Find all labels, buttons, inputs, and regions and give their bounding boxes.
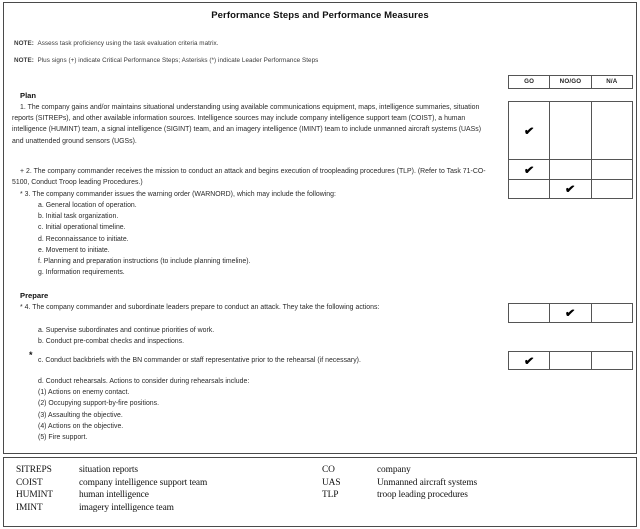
list-item: d. Conduct rehearsals. Actions to consider during rehearsals include: (38, 378, 250, 385)
plan-step-3-nogo-cell[interactable] (550, 180, 591, 198)
legend-abbreviation: HUMINT (16, 490, 53, 501)
checkmark-icon: ✔ (564, 305, 577, 321)
section-heading-plan: Plan (20, 91, 37, 100)
legend-row (16, 464, 207, 477)
plan-step-1-go-cell[interactable] (509, 102, 550, 159)
prepare-step-4-rating-grid (508, 303, 633, 323)
plan-step-2-nogo-cell[interactable] (550, 160, 591, 179)
list-item: (4) Actions on the objective. (38, 422, 124, 430)
checkmark-icon: ✔ (523, 353, 535, 368)
prepare-sub-c-nogo-cell[interactable] (550, 352, 591, 369)
checkmark-icon: ✔ (564, 181, 577, 197)
list-item: c. Initial operational timeline. (38, 224, 126, 232)
list-item: (1) Actions on enemy contact. (38, 389, 130, 397)
prepare-step-4-sub-d (12, 376, 492, 443)
plan-step-2-go-cell[interactable] (509, 160, 550, 179)
legend-row (322, 464, 477, 477)
plan-step-3-na-cell[interactable] (592, 180, 632, 198)
plan-step-2: + 2. The company commander receives the mission to conduct an attack and begins execution of troopleading procedures (TLP). (Refer to Task 71-CO-5100, Conduct Troop leading Procedures.) (12, 168, 486, 187)
performance-steps-panel (3, 2, 637, 454)
page-title: Performance Steps and Performance Measures (211, 10, 429, 21)
legend-definition: imagery intelligence team (79, 502, 174, 513)
legend-abbreviation: SITREPS (16, 465, 52, 475)
legend-column-left (16, 464, 207, 514)
note-text-1: Assess task proficiency using the task evaluation criteria matrix. (37, 40, 219, 47)
legend-row (322, 489, 477, 502)
plan-step-3-go-cell[interactable] (509, 180, 550, 198)
legend-abbreviation: COIST (16, 477, 43, 488)
legend-abbreviation: CO (322, 465, 335, 475)
prepare-step-4-go-cell[interactable] (509, 304, 550, 322)
plan-step-2-na-cell[interactable] (592, 160, 632, 179)
table-row (509, 102, 632, 160)
plan-step-1: 1. The company gains and/or maintains situational understanding using available communications equipment, maps, intelligence summaries, situation reports (SITREPs), and other available information sources. Intelligence sources may include company intelligence support team (COIST), a human intelligence (HUMINT) team, a signal intelligence (SIGINT) team, and an imagery intelligence (IMINT) team to include unmanned aircraft systems (UASs) and unattended ground sensors (UGSs). (12, 104, 482, 145)
plan-rating-grid (508, 101, 633, 199)
legend-definition: company (377, 465, 411, 475)
rating-header-go: GO (509, 76, 550, 88)
list-item: (3) Assaulting the objective. (38, 411, 123, 419)
note-label-2: NOTE: (14, 57, 34, 64)
plan-step-3: * 3. The company commander issues the warning order (WARNORD), which may include the following: (20, 191, 336, 198)
legend-abbreviation: TLP (322, 490, 339, 501)
leader-step-asterisk-marker: * (29, 350, 33, 360)
rating-header-na: N/A (606, 78, 618, 85)
legend-definition: situation reports (79, 465, 138, 475)
list-item: f. Planning and preparation instructions (to include planning timeline). (38, 258, 251, 266)
note-label-1: NOTE: (14, 40, 34, 47)
abbreviations-legend-panel (3, 457, 637, 527)
prepare-step-4-sub-c: c. Conduct backbriefs with the BN commander or staff representative prior to the rehearsal (if necessary). (38, 357, 361, 364)
prepare-sub-c-na-cell[interactable] (592, 352, 632, 369)
prepare-sub-c-rating-grid (508, 351, 633, 370)
rating-header-grid (508, 75, 633, 89)
plan-step-1-na-cell[interactable] (592, 102, 632, 159)
legend-definition: company intelligence support team (79, 477, 208, 488)
legend-row (322, 477, 477, 490)
legend-definition: Unmanned aircraft systems (377, 477, 478, 488)
legend-row (16, 502, 207, 515)
section-heading-prepare: Prepare (20, 291, 49, 300)
plan-step-1-nogo-cell[interactable] (550, 102, 591, 159)
table-row (509, 160, 632, 180)
table-row (509, 180, 632, 198)
legend-row (16, 477, 207, 490)
prepare-step-4-nogo-cell[interactable] (550, 304, 591, 322)
prepare-step-4-na-cell[interactable] (592, 304, 632, 322)
prepare-sub-c-go-cell[interactable] (509, 352, 550, 369)
list-item: (5) Fire support. (38, 434, 88, 442)
list-item: a. General location of operation. (38, 202, 137, 209)
list-item: g. Information requirements. (38, 269, 125, 277)
legend-abbreviation: UAS (322, 477, 341, 488)
note-text-2: Plus signs (+) indicate Critical Performance Steps; Asterisks (*) indicate Leader Performance Steps (37, 57, 319, 64)
legend-definition: human intelligence (79, 490, 149, 501)
plan-step-3-sublist (12, 200, 492, 278)
note-line-2 (14, 57, 636, 64)
prepare-step-4: * 4. The company commander and subordinate leaders prepare to conduct an attack. They take the following actions: (20, 304, 380, 311)
list-item: b. Conduct pre-combat checks and inspections. (38, 338, 185, 346)
list-item: (2) Occupying support-by-fire positions. (38, 400, 160, 408)
list-item: a. Supervise subordinates and continue priorities of work. (38, 327, 215, 334)
legend-row (16, 489, 207, 502)
legend-abbreviation: IMINT (16, 502, 43, 513)
legend-definition: troop leading procedures (377, 490, 468, 501)
legend-column-right (322, 464, 477, 502)
prepare-step-4-sublist-top (12, 325, 492, 347)
note-line-1 (14, 40, 636, 47)
list-item: b. Initial task organization. (38, 213, 119, 221)
checkmark-icon: ✔ (523, 123, 535, 138)
rating-header-nogo: NO/GO (550, 76, 591, 88)
checkmark-icon: ✔ (523, 162, 535, 177)
list-item: e. Movement to initiate. (38, 246, 110, 254)
list-item: d. Reconnaissance to initiate. (38, 235, 129, 243)
